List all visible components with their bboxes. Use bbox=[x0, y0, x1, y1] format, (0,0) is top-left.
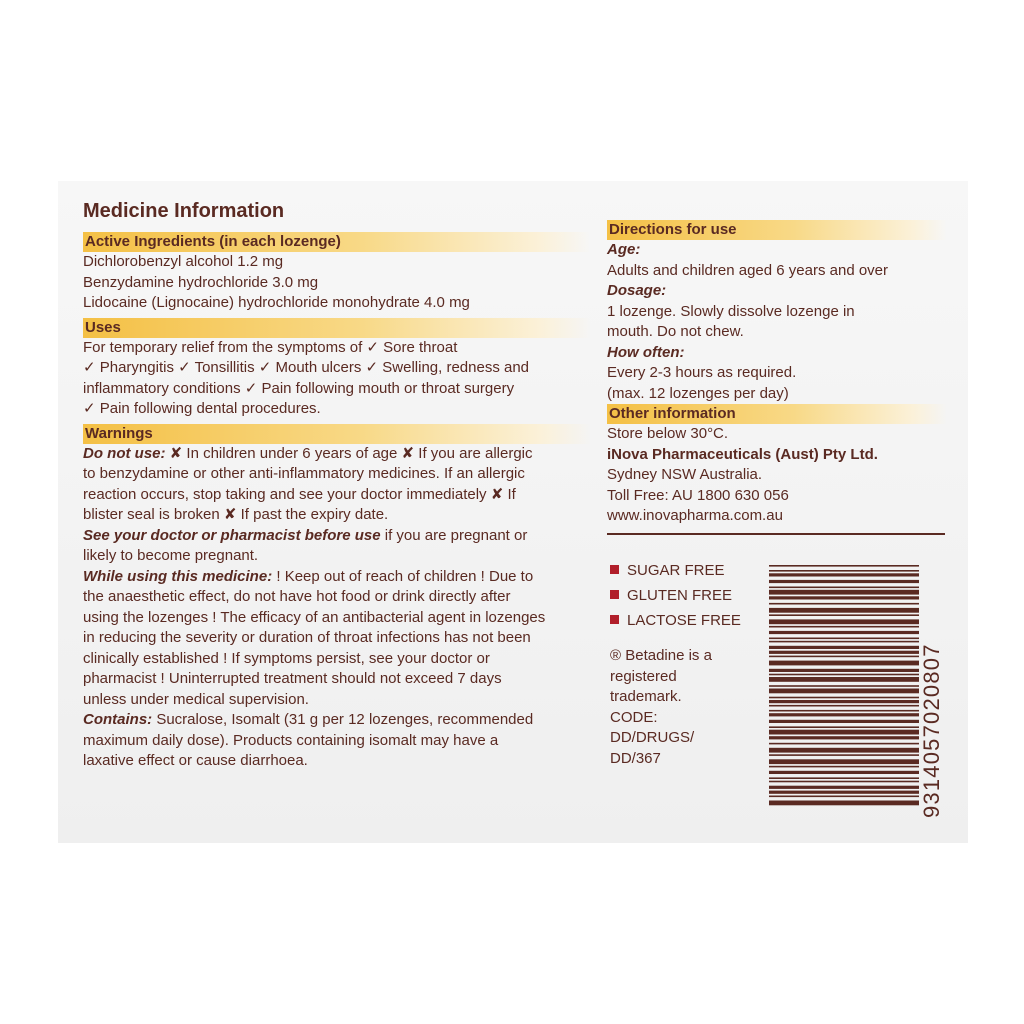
barcode-bar bbox=[769, 748, 919, 753]
barcode-bar bbox=[769, 720, 919, 723]
barcode-bar bbox=[769, 689, 919, 694]
warnings-line: using the lozenges ! The efficacy of an antibacterial agent in lozenges bbox=[83, 608, 546, 626]
barcode-bar bbox=[769, 565, 919, 567]
warnings-line: to benzydamine or other anti-inflammatory medicines. If an allergic bbox=[83, 465, 525, 482]
barcode-bar bbox=[769, 743, 919, 745]
left-column bbox=[83, 199, 591, 772]
how-often-label: How often: bbox=[607, 343, 685, 361]
storage-text: Store below 30°C. bbox=[607, 425, 729, 442]
claims-list bbox=[610, 558, 760, 633]
barcode-bar bbox=[769, 646, 919, 649]
barcode-bar bbox=[769, 651, 919, 654]
barcode-bar bbox=[769, 759, 919, 764]
divider bbox=[607, 533, 945, 535]
barcode-bar bbox=[769, 590, 919, 595]
other-information-heading: Other information bbox=[607, 404, 947, 424]
barcode-bar bbox=[769, 641, 919, 643]
barcode-bar bbox=[769, 771, 919, 774]
barcode-bar bbox=[769, 801, 919, 806]
uses-line: ✓ Pain following dental procedures. bbox=[83, 400, 321, 417]
company-location: Sydney NSW Australia. bbox=[607, 466, 763, 483]
warnings-line: clinically established ! If symptoms persist, see your doctor or bbox=[83, 649, 490, 667]
barcode bbox=[769, 563, 949, 828]
warnings-line: Contains: Sucralose, Isomalt (31 g per 12 lozenges, recommended bbox=[83, 711, 534, 728]
barcode-bar bbox=[769, 638, 919, 640]
barcode-bar bbox=[769, 781, 919, 783]
barcode-bar bbox=[769, 626, 919, 628]
ingredient-line: Dichlorobenzyl alcohol 1.2 mg bbox=[83, 253, 284, 270]
barcode-bar bbox=[769, 656, 919, 658]
website: www.inovapharma.com.au bbox=[607, 507, 783, 524]
dosage-value: mouth. Do not chew. bbox=[607, 323, 744, 340]
warnings-heading: Warnings bbox=[83, 424, 591, 444]
warnings-line: pharmacist ! Uninterrupted treatment should not exceed 7 days bbox=[83, 670, 502, 687]
warnings-line: unless under medical supervision. bbox=[83, 690, 309, 708]
warnings-line: reaction occurs, stop taking and see your doctor immediately ✘ If bbox=[83, 485, 516, 503]
see-doctor-label: See your doctor or pharmacist before use bbox=[83, 526, 381, 544]
company-name: iNova Pharmaceuticals (Aust) Pty Ltd. bbox=[607, 445, 878, 463]
barcode-bar bbox=[769, 726, 919, 728]
uses-line: inflammatory conditions ✓ Pain following mouth or throat surgery bbox=[83, 379, 515, 397]
warnings-line: in reducing the severity or duration of throat infections has not been bbox=[83, 629, 531, 646]
warnings-line: likely to become pregnant. bbox=[83, 547, 259, 564]
contains-label: Contains: bbox=[83, 711, 153, 728]
barcode-bars bbox=[769, 565, 919, 805]
warnings-line: blister seal is broken ✘ If past the expiry date. bbox=[83, 506, 389, 523]
dosage-value: 1 lozenge. Slowly dissolve lozenge in bbox=[607, 302, 855, 320]
uses-line: For temporary relief from the symptoms of ✓ Sore throat bbox=[83, 338, 458, 356]
barcode-bar bbox=[769, 573, 919, 576]
warnings-line: While using this medicine: ! Keep out of reach of children ! Due to bbox=[83, 567, 534, 585]
uses-heading: Uses bbox=[83, 318, 591, 338]
warnings-line: Do not use: ✘ In children under 6 years of age ✘ If you are allergic bbox=[83, 444, 533, 462]
barcode-bar bbox=[769, 697, 919, 699]
dosage-label: Dosage: bbox=[607, 282, 667, 299]
uses-line: ✓ Pharyngitis ✓ Tonsillitis ✓ Mouth ulcers ✓ Swelling, redness and bbox=[83, 359, 530, 376]
how-often-value: Every 2-3 hours as required. bbox=[607, 364, 797, 381]
barcode-bar bbox=[769, 730, 919, 735]
barcode-bar bbox=[769, 661, 919, 666]
claim-item: LACTOSE FREE bbox=[610, 608, 760, 633]
active-ingredients-heading: Active Ingredients (in each lozenge) bbox=[83, 232, 591, 252]
barcode-bar bbox=[769, 705, 919, 707]
age-label: Age: bbox=[607, 241, 641, 258]
barcode-bar bbox=[769, 685, 919, 687]
claim-item: GLUTEN FREE bbox=[610, 583, 760, 608]
barcode-bar bbox=[769, 766, 919, 768]
barcode-bar bbox=[769, 587, 919, 589]
ingredient-line: Benzydamine hydrochloride 3.0 mg bbox=[83, 273, 319, 291]
phone-number: Toll Free: AU 1800 630 056 bbox=[607, 486, 789, 504]
warnings-line: maximum daily dose). Products containing isomalt may have a bbox=[83, 731, 499, 749]
barcode-bar bbox=[769, 736, 919, 739]
warnings-line: See your doctor or pharmacist before use if you are pregnant or bbox=[83, 526, 528, 544]
while-using-label: While using this medicine: bbox=[83, 567, 273, 585]
how-often-value: (max. 12 lozenges per day) bbox=[607, 384, 789, 402]
barcode-bar bbox=[769, 796, 919, 798]
right-column bbox=[607, 220, 947, 818]
barcode-bar bbox=[769, 669, 919, 672]
barcode-bar bbox=[769, 700, 919, 703]
barcode-bar bbox=[769, 710, 919, 712]
medicine-info-panel bbox=[58, 181, 968, 843]
barcode-bar bbox=[769, 791, 919, 794]
barcode-bar bbox=[769, 580, 919, 583]
barcode-bar bbox=[769, 713, 919, 716]
claim-item: SUGAR FREE bbox=[610, 558, 760, 583]
barcode-bar bbox=[769, 631, 919, 634]
ingredient-line: Lidocaine (Lignocaine) hydrochloride monohydrate 4.0 mg bbox=[83, 294, 470, 311]
barcode-bar bbox=[769, 614, 919, 616]
page-title: Medicine Information bbox=[83, 200, 285, 222]
barcode-bar bbox=[769, 777, 919, 779]
barcode-bar bbox=[769, 677, 919, 682]
legal-notice: ® Betadine is a registered trademark. CODE: DD/DRUGS/ DD/367 bbox=[610, 647, 712, 767]
age-value: Adults and children aged 6 years and over bbox=[607, 261, 889, 279]
barcode-bar bbox=[769, 619, 919, 624]
warnings-line: the anaesthetic effect, do not have hot food or drink directly after bbox=[83, 588, 511, 605]
barcode-number: 9314057020807 bbox=[919, 643, 944, 818]
directions-heading: Directions for use bbox=[607, 220, 947, 240]
do-not-use-label: Do not use: bbox=[83, 444, 166, 462]
barcode-bar bbox=[769, 674, 919, 676]
barcode-bar bbox=[769, 596, 919, 599]
bullet-square-icon bbox=[610, 565, 619, 574]
warnings-line: laxative effect or cause diarrhoea. bbox=[83, 752, 308, 769]
barcode-bar bbox=[769, 754, 919, 756]
barcode-bar bbox=[769, 608, 919, 613]
barcode-bar bbox=[769, 786, 919, 789]
bullet-square-icon bbox=[610, 615, 619, 624]
barcode-bar bbox=[769, 570, 919, 572]
bullet-square-icon bbox=[610, 590, 619, 599]
barcode-bar bbox=[769, 603, 919, 605]
